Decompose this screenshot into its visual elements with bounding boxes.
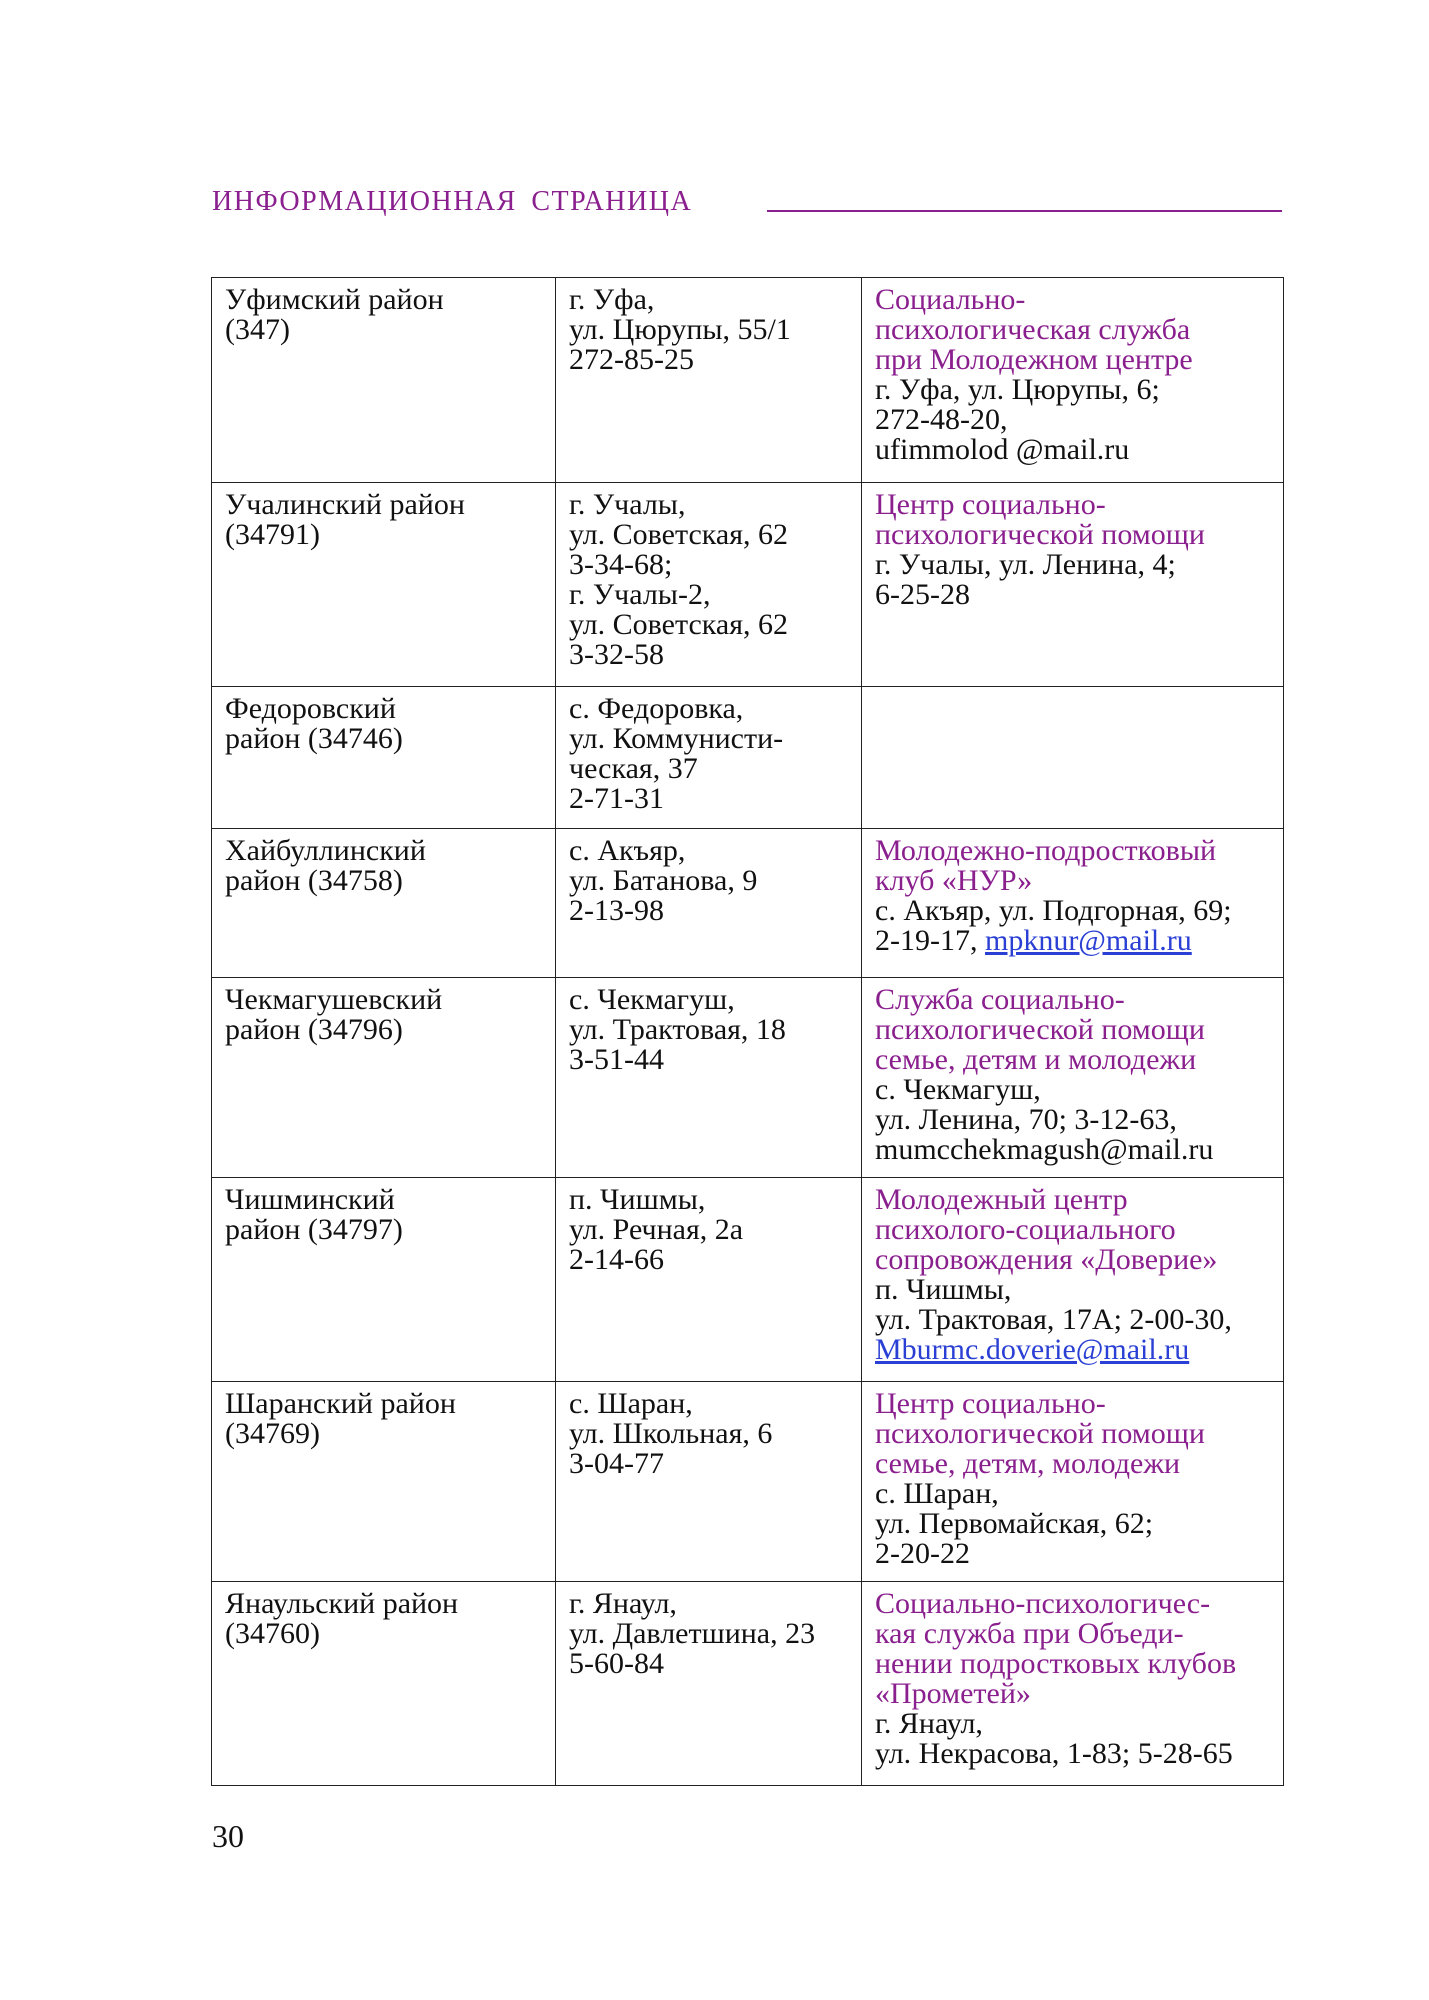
organization-name-line: клуб «НУР»: [875, 864, 1033, 897]
address-line: г. Учалы-2,: [569, 578, 711, 611]
address-cell: [556, 978, 862, 1178]
address-line: 272-85-25: [569, 343, 694, 376]
district-line: район (34796): [225, 1013, 403, 1046]
organization-name-line: Молодежно-подростковый: [875, 834, 1217, 867]
organization-contact-line: 272-48-20,: [875, 403, 1008, 436]
contacts-table: [211, 277, 1284, 1786]
address-line: г. Янаул,: [569, 1587, 677, 1620]
organization-cell: [862, 483, 1284, 687]
organization-name-line: психологической помощи: [875, 1013, 1205, 1046]
address-line: 3-32-58: [569, 638, 664, 671]
address-line: ул. Школьная, 6: [569, 1417, 773, 1450]
address-line: 2-13-98: [569, 894, 664, 927]
email-link[interactable]: mpknur@mail.ru: [984, 924, 1192, 957]
district-cell: [212, 278, 556, 483]
address-cell: [556, 1382, 862, 1582]
organization-contact-line: п. Чишмы,: [875, 1273, 1012, 1306]
district-line: Чишминский: [225, 1183, 395, 1216]
organization-contact-line: ул. Ленина, 70; 3-12-63,: [875, 1103, 1177, 1136]
organization-name-line: психолого-социального: [875, 1213, 1176, 1246]
organization-name-line: Молодежный центр: [875, 1183, 1128, 1216]
address-line: 3-34-68;: [569, 548, 673, 581]
contacts-table-body: [212, 278, 1284, 1786]
organization-name-line: Центр социально-: [875, 488, 1106, 521]
address-line: с. Акъяр,: [569, 834, 686, 867]
organization-contact-line: 2-20-22: [875, 1537, 970, 1570]
header-rule: [767, 210, 1282, 212]
address-line: г. Уфа,: [569, 283, 655, 316]
district-line: Шаранский район: [225, 1387, 456, 1420]
organization-contact-line: с. Чекмагуш,: [875, 1073, 1041, 1106]
organization-contact-line: mumcchekmagush@mail.ru: [875, 1133, 1214, 1166]
organization-name-line: психологическая служба: [875, 313, 1191, 346]
district-line: Янаульский район: [225, 1587, 459, 1620]
organization-contact-line: ул. Некрасова, 1-83; 5-28-65: [875, 1737, 1233, 1770]
organization-name-line: при Молодежном центре: [875, 343, 1193, 376]
organization-name-line: Социально-психологичес-: [875, 1587, 1211, 1620]
organization-cell: [862, 1582, 1284, 1786]
district-line: Уфимский район: [225, 283, 444, 316]
table-row: [212, 978, 1284, 1178]
district-line: район (34758): [225, 864, 403, 897]
organization-contact-line: г. Уфа, ул. Цюрупы, 6;: [875, 373, 1160, 406]
district-line: район (34746): [225, 722, 403, 755]
organization-cell: [862, 687, 1284, 829]
table-row: [212, 1382, 1284, 1582]
organization-contact-line: с. Шаран,: [875, 1477, 999, 1510]
table-row: [212, 687, 1284, 829]
district-line: (347): [225, 313, 290, 346]
organization-cell: [862, 1382, 1284, 1582]
address-line: п. Чишмы,: [569, 1183, 706, 1216]
organization-cell: [862, 278, 1284, 483]
organization-contact-line: г. Янаул,: [875, 1707, 983, 1740]
address-line: ул. Батанова, 9: [569, 864, 758, 897]
address-cell: [556, 1582, 862, 1786]
address-line: ул. Цюрупы, 55/1: [569, 313, 791, 346]
district-line: Федоровский: [225, 692, 396, 725]
district-line: (34760): [225, 1617, 320, 1650]
table-row: [212, 483, 1284, 687]
address-cell: [556, 483, 862, 687]
organization-name-line: кая служба при Объеди-: [875, 1617, 1184, 1650]
organization-contact-line: ул. Трактовая, 17А; 2-00-30,: [875, 1303, 1232, 1336]
address-line: с. Шаран,: [569, 1387, 693, 1420]
address-cell: [556, 278, 862, 483]
address-line: ул. Трактовая, 18: [569, 1013, 786, 1046]
district-cell: [212, 1382, 556, 1582]
page-header: [212, 186, 1282, 226]
address-line: ул. Советская, 62: [569, 608, 788, 641]
address-line: 2-71-31: [569, 782, 664, 815]
organization-name-line: Социально-: [875, 283, 1026, 316]
address-line: 3-51-44: [569, 1043, 664, 1076]
address-cell: [556, 687, 862, 829]
address-line: г. Учалы,: [569, 488, 686, 521]
district-cell: [212, 483, 556, 687]
organization-contact-line: ул. Первомайская, 62;: [875, 1507, 1154, 1540]
district-cell: [212, 1178, 556, 1382]
organization-name-line: «Прометей»: [875, 1677, 1031, 1710]
organization-email-line: [875, 926, 1271, 956]
organization-contact-line: ufimmolod @mail.ru: [875, 433, 1130, 466]
district-line: (34791): [225, 518, 320, 551]
address-line: 2-14-66: [569, 1243, 664, 1276]
address-line: ул. Давлетшина, 23: [569, 1617, 816, 1650]
district-line: Чекмагушевский: [225, 983, 443, 1016]
table-row: [212, 278, 1284, 483]
district-line: Хайбуллинский: [225, 834, 426, 867]
organization-name-line: семье, детям, молодежи: [875, 1447, 1181, 1480]
address-line: ул. Речная, 2а: [569, 1213, 744, 1246]
page-number: 30: [212, 1818, 244, 1854]
organization-email-line: [875, 1335, 1271, 1365]
district-cell: [212, 687, 556, 829]
district-cell: [212, 829, 556, 978]
address-cell: [556, 829, 862, 978]
organization-cell: [862, 978, 1284, 1178]
organization-name-line: психологической помощи: [875, 518, 1205, 551]
address-line: 3-04-77: [569, 1447, 664, 1480]
address-line: ческая, 37: [569, 752, 698, 785]
organization-name-line: Служба социально-: [875, 983, 1125, 1016]
district-line: (34769): [225, 1417, 320, 1450]
address-line: с. Чекмагуш,: [569, 983, 735, 1016]
district-cell: [212, 1582, 556, 1786]
address-line: с. Федоровка,: [569, 692, 744, 725]
email-prefix: 2-19-17,: [875, 924, 985, 957]
organization-name-line: сопровождения «Доверие»: [875, 1243, 1218, 1276]
organization-cell: [862, 829, 1284, 978]
organization-name-line: психологической помощи: [875, 1417, 1205, 1450]
email-link[interactable]: Mburmc.doverie@mail.ru: [875, 1333, 1190, 1366]
organization-contact-line: г. Учалы, ул. Ленина, 4;: [875, 548, 1176, 581]
table-row: [212, 829, 1284, 978]
organization-contact-line: 6-25-28: [875, 578, 970, 611]
table-row: [212, 1178, 1284, 1382]
section-title: ИНФОРМАЦИОННАЯ СТРАНИЦА: [212, 186, 693, 217]
organization-name-line: семье, детям и молодежи: [875, 1043, 1197, 1076]
address-line: ул. Советская, 62: [569, 518, 788, 551]
address-line: 5-60-84: [569, 1647, 664, 1680]
address-line: ул. Коммунисти-: [569, 722, 784, 755]
address-cell: [556, 1178, 862, 1382]
organization-contact-line: с. Акъяр, ул. Подгорная, 69;: [875, 894, 1232, 927]
table-row: [212, 1582, 1284, 1786]
district-cell: [212, 978, 556, 1178]
organization-cell: [862, 1178, 1284, 1382]
district-line: Учалинский район: [225, 488, 465, 521]
organization-name-line: нении подростковых клубов: [875, 1647, 1237, 1680]
organization-name-line: Центр социально-: [875, 1387, 1106, 1420]
district-line: район (34797): [225, 1213, 403, 1246]
